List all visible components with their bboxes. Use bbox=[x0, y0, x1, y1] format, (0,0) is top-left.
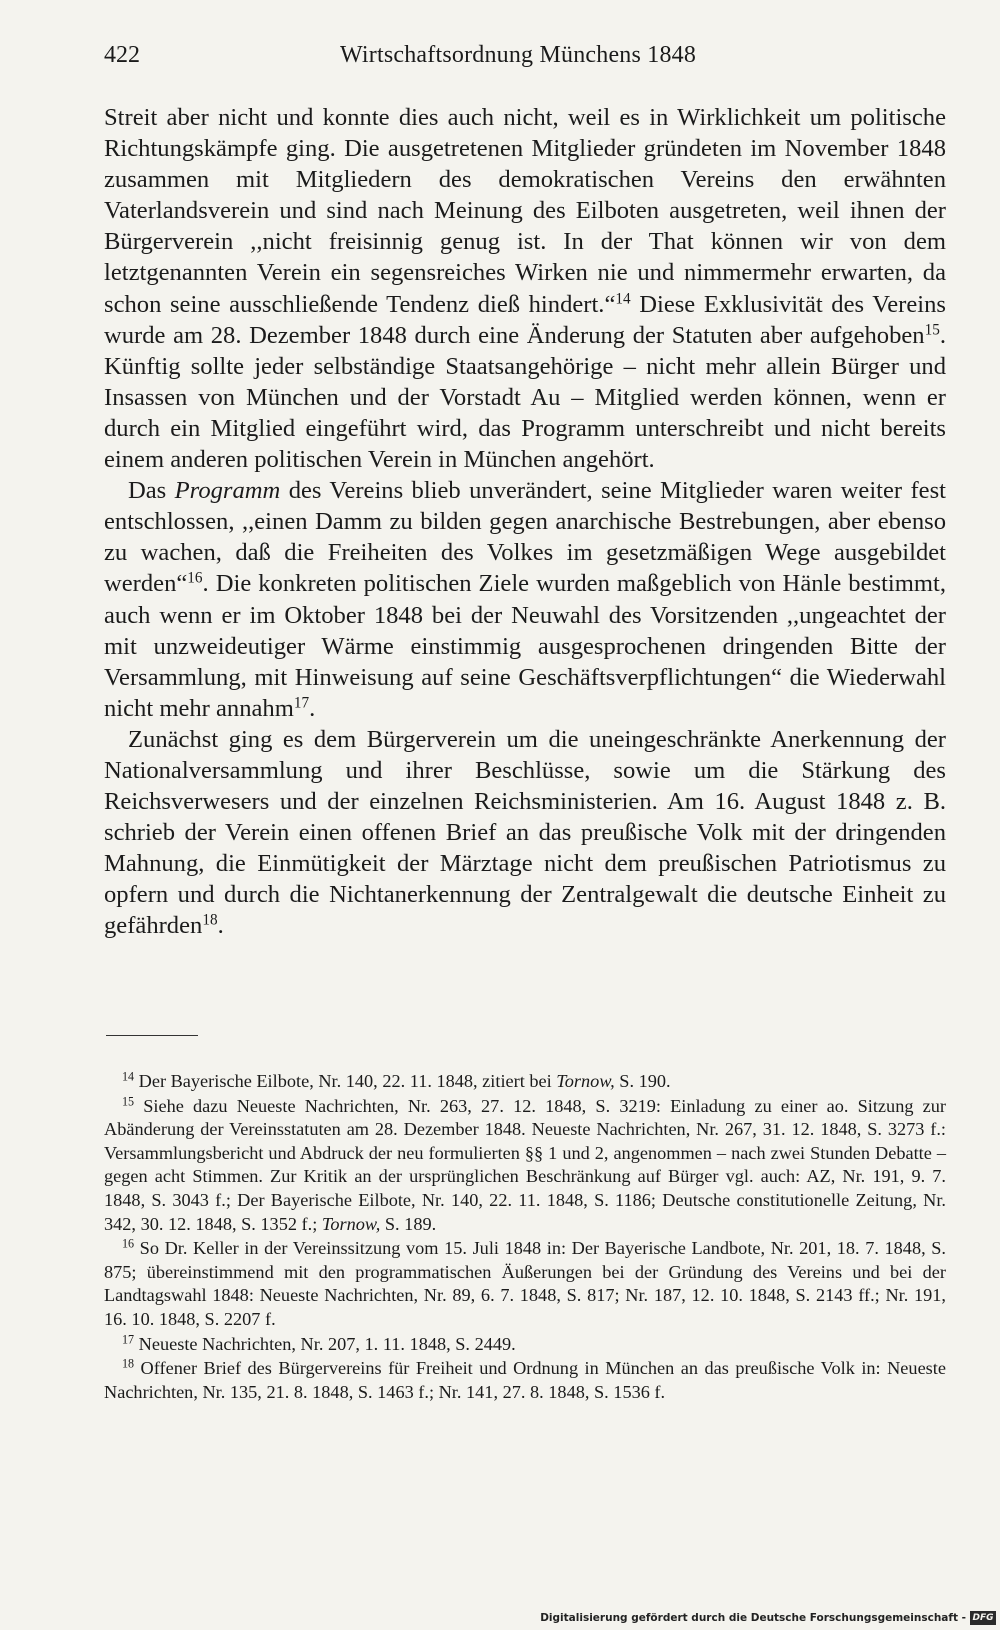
text-run: Der Bayerische Eilbote, Nr. 140, 22. 11. 1848, zitiert bei bbox=[134, 1071, 557, 1091]
text-run: Diese Exklusivität des Vereins wurde am 28. Dezember 1848 durch eine Änderung der Statuten aber aufgehoben bbox=[104, 290, 946, 349]
footnote-ref: 14 bbox=[122, 1069, 135, 1084]
footnotes bbox=[104, 1070, 946, 1405]
text-run: Zunächst ging es dem Bürgerverein um die uneingeschränkte Anerkennung der Nationalversammlung und ihrer Beschlüsse, sowie um die Stärkung des Reichsverwesers und der einzelnen Reichsministerien. Am 16. August 1848 z. B. schrieb der Verein einen offenen Brief an das preußische Volk mit der dringenden Mahnung, die Einmütigkeit der Märztage nicht dem preußischen Patriotismus zu opfern und durch die Nichtanerkennung der Zentralgewalt die deutsche Einheit zu gefährden bbox=[104, 725, 946, 940]
footnote-ref: 17 bbox=[293, 694, 310, 712]
paragraph-2 bbox=[104, 475, 946, 724]
footnote-ref: 17 bbox=[122, 1331, 135, 1346]
footnote-ref: 16 bbox=[187, 570, 203, 588]
digitization-footer bbox=[540, 1609, 996, 1627]
italic-text: Programm bbox=[174, 477, 281, 505]
italic-text: Tornow, bbox=[321, 1213, 381, 1234]
text-run: Siehe dazu Neueste Nachrichten, Nr. 263, 27. 12. 1848, S. 3219: Einladung zu einer ao. Sitzung zur Abänderung der Vereinsstatuten am 28. Dezember 1848. Neueste Nachrichten, Nr. 267, 31. 12. 1848, S. 3273 f.: Versammlungsbericht und Abdruck der neu formulierten §§ 1 und 2, angenommen – nach zwei Stunden Debatte – gegen acht Stimmen. Zur Kritik an der ursprünglichen Beschränkung auf Bürger vgl. auch: AZ, Nr. 191, 9. 7. 1848, S. 3043 f.; Der Bayerische Eilbote, Nr. 140, 22. 11. 1848, S. 1186; Deutsche constitutionelle Zeitung, Nr. 342, 30. 12. 1848, S. 1352 f.; bbox=[104, 1095, 946, 1234]
text-run: So Dr. Keller in der Vereinssitzung vom 15. Juli 1848 in: Der Bayerische Landbote, Nr. 201, 18. 7. 1848, S. 875; übereinstimmend mit den programmatischen Äußerungen bei der Gründung des Vereins und bei der Landtagswahl 1848: Neueste Nachrichten, Nr. 89, 6. 7. 1848, S. 817; Nr. 187, 12. 10. 1848, S. 2143 ff.; Nr. 191, 16. 10. 1848, S. 2207 f. bbox=[104, 1238, 946, 1329]
text-run: Streit aber nicht und konnte dies auch nicht, weil es in Wirklichkeit um politische Richtungskämpfe ging. Die ausgetretenen Mitglieder gründeten im November 1848 zusammen mit Mitgliedern des demokratischen Vereins den erwähnten Vaterlandsverein und sind nach Meinung des Eilboten ausgetreten, weil ihnen der Bürgerverein ,,nicht freisinnig genug ist. In der That können wir von dem letztgenannten Verein ein segensreiches Wirken nie und nimmermehr erwarten, da schon seine ausschließende Tendenz dieß hindert.“ bbox=[104, 104, 946, 318]
footnote-ref: 14 bbox=[615, 290, 631, 308]
italic-text: Tornow, bbox=[556, 1071, 615, 1091]
text-run: S. 190. bbox=[614, 1071, 671, 1091]
paragraph-3 bbox=[104, 724, 946, 942]
main-text bbox=[104, 102, 946, 942]
text-run: Neueste Nachrichten, Nr. 207, 1. 11. 1848, S. 2449. bbox=[134, 1333, 516, 1354]
digitization-note: Digitalisierung gefördert durch die Deutsche Forschungsgemeinschaft - bbox=[540, 1612, 966, 1624]
footnote-ref: 15 bbox=[924, 321, 940, 339]
footnote-ref: 18 bbox=[122, 1356, 135, 1371]
text-run: des Vereins blieb unverändert, seine Mitglieder waren weiter fest entschlossen, ,,einen Damm zu bilden gegen anarchische Bestrebungen, aber ebenso zu wachen, daß die Freiheiten des Volkes im gesetzmäßigen Wege ausgebildet werden“ bbox=[104, 477, 946, 598]
text-run: . bbox=[217, 912, 224, 940]
text-run: . bbox=[309, 694, 316, 722]
text-run: S. 189. bbox=[380, 1213, 437, 1234]
footnote-18 bbox=[104, 1357, 946, 1404]
footnote-ref: 16 bbox=[122, 1236, 135, 1251]
running-title: Wirtschaftsordnung Münchens 1848 bbox=[340, 42, 697, 68]
paragraph-1 bbox=[104, 102, 946, 475]
footnote-17 bbox=[104, 1333, 946, 1357]
text-run: Das bbox=[128, 477, 175, 505]
page-number: 422 bbox=[104, 42, 140, 68]
footnote-15 bbox=[104, 1095, 946, 1237]
footnote-ref: 18 bbox=[202, 912, 218, 930]
text-run: . Künftig sollte jeder selbständige Staatsangehörige – nicht mehr allein Bürger und Insassen von München und der Vorstadt Au – Mitglied werden können, wenn er durch ein Mitglied eingeführt wird, das Programm unterschreibt und nicht bereits einem anderen politischen Verein in München angehört. bbox=[104, 321, 946, 474]
text-run: Offener Brief des Bürgervereins für Freiheit und Ordnung in München an das preußische Volk in: Neueste Nachrichten, Nr. 135, 21. 8. 1848, S. 1463 f.; Nr. 141, 27. 8. 1848, S. 1536 f. bbox=[104, 1358, 946, 1402]
page-header bbox=[104, 42, 946, 78]
footnote-divider bbox=[106, 1035, 198, 1036]
text-run: . Die konkreten politischen Ziele wurden maßgeblich von Hänle bestimmt, auch wenn er im Oktober 1848 bei der Neuwahl des Vorsitzenden ,,ungeachtet der mit unzweideutiger Wärme einstimmig ausgesprochenen dringenden Bitte der Versammlung, mit Hinweisung auf seine Geschäftsverpflichtungen“ die Wiederwahl nicht mehr annahm bbox=[104, 570, 946, 722]
dfg-logo: DFG bbox=[970, 1611, 996, 1625]
footnote-16 bbox=[104, 1237, 946, 1331]
footnote-ref: 15 bbox=[122, 1093, 135, 1108]
footnote-14 bbox=[104, 1070, 946, 1094]
